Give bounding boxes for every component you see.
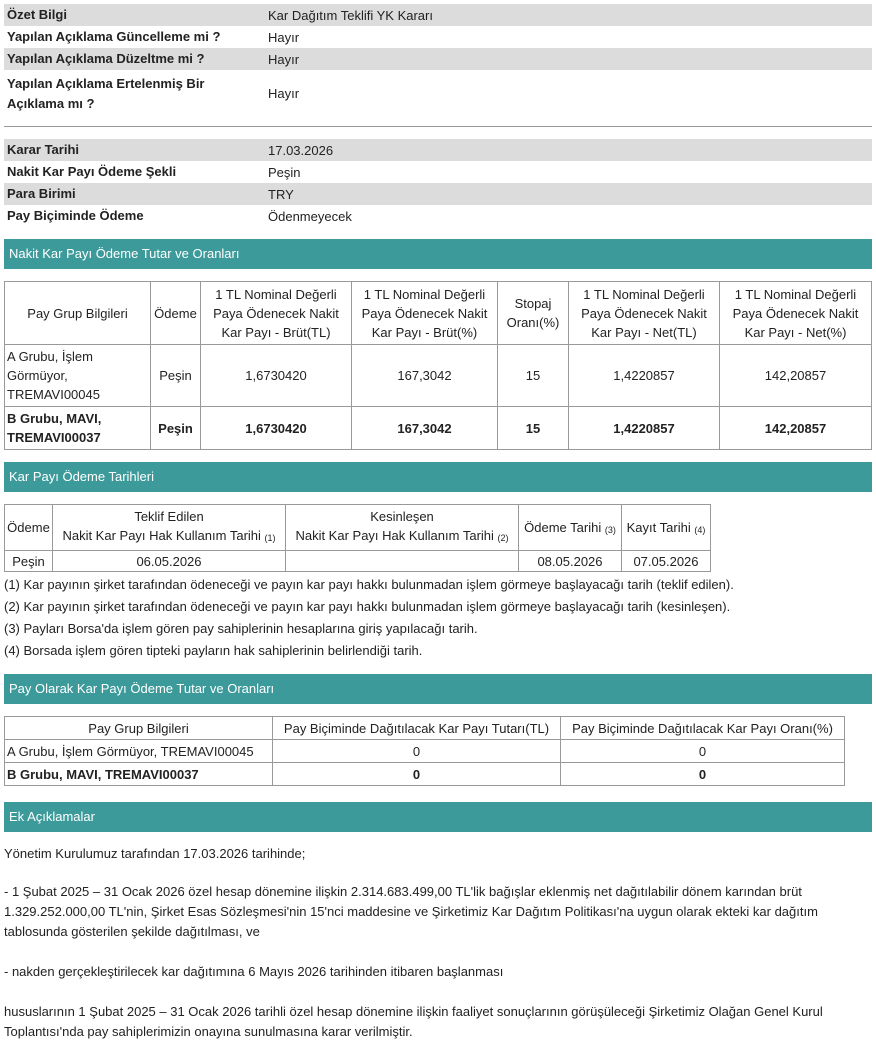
summary-value: Hayır xyxy=(268,29,300,45)
cell: B Grubu, MAVI, TREMAVI00037 xyxy=(5,407,151,450)
summary-key: Yapılan Açıklama Düzeltme mi ? xyxy=(4,48,264,70)
cell: 08.05.2026 xyxy=(519,551,622,572)
footnote-ref: (4) xyxy=(694,525,706,535)
decision-key: Pay Biçiminde Ödeme xyxy=(7,208,144,223)
decision-row xyxy=(4,183,872,205)
col-header-line: Kayıt Tarihi xyxy=(626,520,691,535)
summary-key: Yapılan Açıklama Güncelleme mi ? xyxy=(7,29,221,44)
table-row xyxy=(5,407,872,450)
disclosure-page xyxy=(4,4,872,1042)
cell: A Grubu, İşlem Görmüyor, TREMAVI00045 xyxy=(5,740,273,763)
col-header: Ödeme xyxy=(5,505,53,551)
dates-table xyxy=(4,504,711,572)
ek-paragraph: - 1 Şubat 2025 – 31 Ocak 2026 özel hesap dönemine ilişkin 2.314.683.499,00 TL'lik bağışlar eklenmiş net dağıtılabilir dönem karından brüt 1.329.252.000,00 TL'nin, Şirket Esas Sözleşmesi'nin 15'nci maddesine ve Şirketimiz Kar Dağıtım Politikası'na uygun olarak ekteki kar dağıtım tablosunda gösterilen şekilde dağıtılması, ve xyxy=(4,884,818,939)
cell: 06.05.2026 xyxy=(53,551,286,572)
cell: 142,20857 xyxy=(720,345,872,407)
footnote: (3) Payları Borsa'da işlem gören pay sahiplerinin hesaplarına giriş yapılacağı tarih. xyxy=(4,621,478,636)
table-row xyxy=(5,740,845,763)
summary-value: Hayır xyxy=(268,85,300,101)
summary-table xyxy=(4,4,872,116)
decision-row xyxy=(4,161,872,183)
summary-row xyxy=(4,4,872,26)
decision-key: Nakit Kar Payı Ödeme Şekli xyxy=(7,164,177,179)
summary-row xyxy=(4,48,872,70)
decision-row xyxy=(4,139,872,161)
cell: A Grubu, İşlem Görmüyor, TREMAVI00045 xyxy=(5,345,151,407)
cell xyxy=(286,551,519,572)
summary-key: Özet Bilgi xyxy=(4,4,264,26)
cell: Peşin xyxy=(151,345,201,407)
cell: 1,6730420 xyxy=(201,345,352,407)
col-header xyxy=(622,505,711,551)
col-header xyxy=(53,505,286,551)
col-header: 1 TL Nominal Değerli Paya Ödenecek Nakit Kar Payı - Net(TL) xyxy=(569,282,720,345)
decision-key: Karar Tarihi xyxy=(4,139,264,161)
col-header: 1 TL Nominal Değerli Paya Ödenecek Nakit Kar Payı - Net(%) xyxy=(720,282,872,345)
cell: 1,4220857 xyxy=(569,407,720,450)
cash-table xyxy=(4,281,872,450)
section-header-ek: Ek Açıklamalar xyxy=(4,802,872,832)
cash-header-row xyxy=(5,282,872,345)
ek-body xyxy=(4,844,872,1042)
col-header: 1 TL Nominal Değerli Paya Ödenecek Nakit Kar Payı - Brüt(%) xyxy=(352,282,498,345)
ek-paragraph: Yönetim Kurulumuz tarafından 17.03.2026 tarihinde; xyxy=(4,846,306,861)
col-header: Ödeme xyxy=(151,282,201,345)
cell: Peşin xyxy=(151,407,201,450)
col-header: Stopaj Oranı(%) xyxy=(498,282,569,345)
table-row xyxy=(5,763,845,786)
col-header-line: Nakit Kar Payı Hak Kullanım Tarihi xyxy=(295,528,494,543)
cell: 1,4220857 xyxy=(569,345,720,407)
decision-value: Peşin xyxy=(268,164,301,180)
section-header-share: Pay Olarak Kar Payı Ödeme Tutar ve Oranları xyxy=(4,674,872,704)
summary-row xyxy=(4,26,872,48)
table-row xyxy=(5,345,872,407)
decision-row xyxy=(4,205,872,227)
decision-value: 17.03.2026 xyxy=(264,139,872,161)
footnote: (2) Kar payının şirket tarafından ödeneceği ve payın kar payı hakkı bulunmadan işlem görmeye başlayacağı tarih (kesinleşen). xyxy=(4,599,731,614)
cell: 1,6730420 xyxy=(201,407,352,450)
ek-paragraph: hususlarının 1 Şubat 2025 – 31 Ocak 2026 tarihli özel hesap dönemine ilişkin faaliyet sonuçlarının görüşüleceği Şirketimiz Olağan Genel Kurul Toplantısı'nda pay sahiplerimizin onayına sunulmasına karar verilmiştir. xyxy=(4,1004,823,1039)
summary-value: Kar Dağıtım Teklifi YK Kararı xyxy=(264,4,872,26)
summary-value: Hayır xyxy=(264,48,872,70)
footnotes xyxy=(4,574,872,662)
col-header: 1 TL Nominal Değerli Paya Ödenecek Nakit Kar Payı - Brüt(TL) xyxy=(201,282,352,345)
cell: 07.05.2026 xyxy=(622,551,711,572)
table-row xyxy=(5,551,711,572)
footnote-ref: (2) xyxy=(497,533,509,543)
footnote-ref: (1) xyxy=(264,533,276,543)
cell: Peşin xyxy=(5,551,53,572)
dates-header-row xyxy=(5,505,711,551)
col-header xyxy=(519,505,622,551)
col-header: Pay Biçiminde Dağıtılacak Kar Payı Tutarı(TL) xyxy=(273,717,561,740)
col-header: Pay Grup Bilgileri xyxy=(5,717,273,740)
col-header-line: Kesinleşen xyxy=(370,509,434,524)
col-header: Pay Grup Bilgileri xyxy=(5,282,151,345)
footnote: (1) Kar payının şirket tarafından ödeneceği ve payın kar payı hakkı bulunmadan işlem görmeye başlayacağı tarih (teklif edilen). xyxy=(4,577,734,592)
col-header-line: Teklif Edilen xyxy=(134,509,204,524)
cell: 15 xyxy=(498,345,569,407)
summary-key: Yapılan Açıklama Ertelenmiş Bir Açıklama mı ? xyxy=(7,76,205,111)
footnote-ref: (3) xyxy=(604,525,616,535)
cell: 167,3042 xyxy=(352,407,498,450)
decision-value: TRY xyxy=(264,183,872,205)
decision-table xyxy=(4,139,872,227)
cell: 0 xyxy=(273,763,561,786)
share-header-row xyxy=(5,717,845,740)
footnote: (4) Borsada işlem gören tipteki payların hak sahiplerinin belirlendiği tarih. xyxy=(4,643,423,658)
cell: 0 xyxy=(561,740,845,763)
col-header xyxy=(286,505,519,551)
cell: 167,3042 xyxy=(352,345,498,407)
decision-value: Ödenmeyecek xyxy=(268,208,352,224)
cell: 0 xyxy=(561,763,845,786)
col-header-line: Ödeme Tarihi xyxy=(524,520,602,535)
section-header-cash: Nakit Kar Payı Ödeme Tutar ve Oranları xyxy=(4,239,872,269)
divider xyxy=(4,126,872,127)
section-header-dates: Kar Payı Ödeme Tarihleri xyxy=(4,462,872,492)
cell: 15 xyxy=(498,407,569,450)
cell: B Grubu, MAVI, TREMAVI00037 xyxy=(5,763,273,786)
cell: 0 xyxy=(273,740,561,763)
summary-row xyxy=(4,70,872,116)
col-header-line: Nakit Kar Payı Hak Kullanım Tarihi xyxy=(62,528,261,543)
cell: 142,20857 xyxy=(720,407,872,450)
col-header: Pay Biçiminde Dağıtılacak Kar Payı Oranı(%) xyxy=(561,717,845,740)
decision-key: Para Birimi xyxy=(4,183,264,205)
ek-paragraph: - nakden gerçekleştirilecek kar dağıtımına 6 Mayıs 2026 tarihinden itibaren başlanması xyxy=(4,964,504,979)
share-table xyxy=(4,716,845,786)
